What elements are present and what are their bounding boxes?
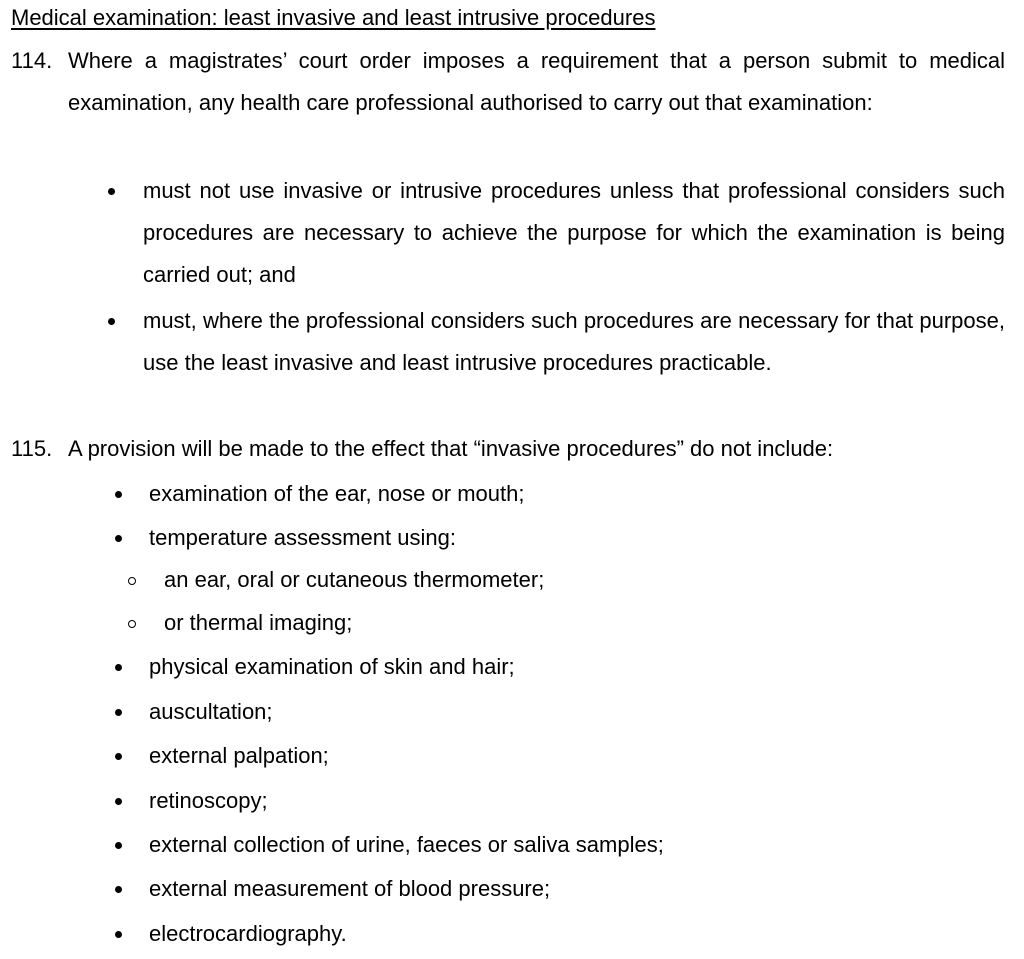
bullet-icon <box>115 535 122 542</box>
list-item: retinoscopy; <box>149 788 268 813</box>
paragraph-115 <box>11 435 1011 463</box>
bullet-icon <box>115 491 122 498</box>
sub-bullet-icon <box>128 620 136 628</box>
sub-bullet-icon <box>128 577 136 585</box>
paragraph-text: A provision will be made to the effect that “invasive procedures” do not include: <box>68 436 834 461</box>
bullet-icon <box>115 886 122 893</box>
bullet-text: must not use invasive or intrusive procedures unless that professional considers such procedures are necessary to achieve the purpose for which the examination is being carried out; and <box>143 178 1005 287</box>
list-item: auscultation; <box>149 699 273 724</box>
bullet-icon <box>115 753 122 760</box>
list-item: external collection of urine, faeces or saliva samples; <box>149 832 664 857</box>
bullet-icon <box>115 798 122 805</box>
bullet-icon <box>115 709 122 716</box>
bullet-text: must, where the professional considers such procedures are necessary for that purpose, use the least invasive and least intrusive procedures practicable. <box>143 308 1005 375</box>
list-item: external measurement of blood pressure; <box>149 876 551 901</box>
bullet-icon <box>115 931 122 938</box>
sub-list-item: or thermal imaging; <box>164 610 353 635</box>
bullet-icon <box>115 664 122 671</box>
list-item: external palpation; <box>149 743 329 768</box>
paragraph-number: 115. <box>11 436 53 461</box>
bullet-icon <box>115 842 122 849</box>
bullet-icon <box>108 188 115 195</box>
list-item: examination of the ear, nose or mouth; <box>149 481 525 506</box>
bullet-icon <box>108 318 115 325</box>
list-item: temperature assessment using: <box>149 525 456 550</box>
paragraph-text: Where a magistrates’ court order imposes a requirement that a person submit to medical examination, any health care professional authorised to carry out that examination: <box>68 48 1005 115</box>
list-item <box>143 170 1005 296</box>
list-item: electrocardiography. <box>149 921 347 946</box>
list-item <box>143 300 1005 384</box>
sub-list-item: an ear, oral or cutaneous thermometer; <box>164 567 545 592</box>
paragraph-number: 114. <box>11 48 53 73</box>
section-heading: Medical examination: least invasive and least intrusive procedures <box>11 5 656 30</box>
paragraph-114 <box>0 40 1024 166</box>
list-item: physical examination of skin and hair; <box>149 654 515 679</box>
